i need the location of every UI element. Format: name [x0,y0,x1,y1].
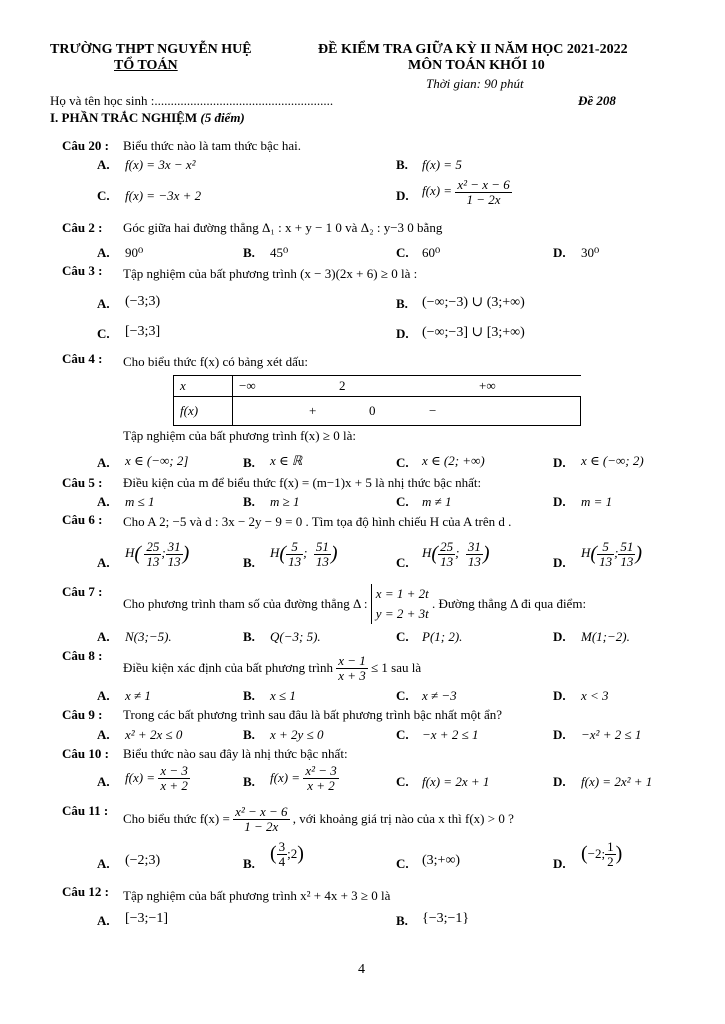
question-text-post: . Đường thẳng Δ đi qua điểm: [431,596,587,611]
question-text: Điều kiện của m để biểu thức f(x) = (m−1)x + 5 là nhị thức bậc nhất: [123,475,482,490]
numerator: 51 [620,539,634,554]
paren-close: ) [615,842,623,865]
section-title-text: I. PHẦN TRẮC NGHIỆM [50,110,198,125]
option-d[interactable]: 30⁰ [581,245,600,260]
option-b[interactable]: x ∈ ℝ [270,453,303,468]
denominator: 13 [167,553,181,569]
option-d-label: D. [553,856,566,871]
question-body [123,654,421,682]
fraction [286,540,303,568]
option-a-label: A. [97,245,110,260]
denominator: 13 [599,553,613,569]
option-c-label: C. [396,494,409,509]
question-text: Cho phương trình tham số của đường thẳng Δ : [123,596,368,611]
question-text: Trong các bất phương trình sau đâu là bất phương trình bậc nhất một ẩn? [123,707,502,722]
question-label: Câu 8 : [62,648,103,663]
option-a[interactable]: f(x) = 3x − x² [125,157,196,172]
option-a[interactable]: (−2;3) [125,853,161,868]
option-d-label: D. [553,245,566,260]
question-label: Câu 5 : [62,475,103,490]
point-name: H [581,545,591,561]
option-d-label: D. [553,455,566,470]
option-c[interactable]: f(x) = 2x + 1 [422,774,490,789]
denominator: 1 − 2x [244,818,279,834]
option-a[interactable]: (−3;3) [125,294,161,309]
school-name: TRƯỜNG THPT NGUYỄN HUỆ [50,42,252,57]
subject: MÔN TOÁN KHỐI 10 [408,58,545,73]
sign-table-cell [233,397,581,426]
question-label: Câu 11 : [62,803,109,818]
denominator: 13 [467,553,481,569]
question-text-post: ≤ 1 sau là [371,660,422,676]
fraction [166,540,183,568]
option-a[interactable]: x ∈ (−∞; 2] [125,453,189,468]
point-name: H [270,545,280,561]
option-c[interactable]: H( $\frac{25}{13}$ ; $\frac{31}{13}$ ) [422,539,490,569]
paren-open: ( [590,542,598,565]
parametric-system [371,584,429,624]
denominator: x + 2 [160,777,188,793]
denominator: 2 [607,853,614,869]
option-d-label: D. [553,688,566,703]
sign-table [173,375,581,426]
question-text: Biểu thức nào là tam thức bậc hai. [123,138,301,153]
question-label: Câu 2 : [62,220,103,235]
sign-table-root: 2 [339,378,346,393]
option-a[interactable]: 90⁰ [125,245,144,260]
question-text: Cho A 2; −5 và d : 3x − 2y − 9 = 0 . Tìm tọa độ hình chiếu H của A trên d . [123,514,512,529]
option-c[interactable]: P(1; 2). [422,629,463,644]
option-a-label: A. [97,296,110,311]
option-a-label: A. [97,555,110,570]
option-a[interactable]: x² + 2x ≤ 0 [125,727,183,742]
option-b[interactable]: H( $\frac{5}{13}$ ; $\frac{51}{13}$ ) [270,539,338,569]
option-b[interactable]: x ≤ 1 [270,688,296,703]
denominator: 4 [278,853,286,869]
option-b-label: B. [396,296,408,311]
option-d[interactable] [581,840,622,868]
fraction [618,540,635,568]
exam-title: ĐỀ KIỂM TRA GIỮA KỲ II NĂM HỌC 2021-2022 [318,42,628,57]
option-c-label: C. [396,245,409,260]
system-line-1: x = 1 + 2t [375,586,429,601]
question-label: Câu 9 : [62,707,103,722]
fraction [605,840,616,868]
point-name: H [125,545,135,561]
option-b[interactable]: f(x) = 5 [422,157,462,172]
option-d[interactable]: M(1;−2). [581,629,630,644]
option-c-label: C. [97,188,110,203]
option-b-label: B. [243,688,255,703]
fraction-prefix: f(x) = [422,183,453,199]
question-label: Câu 7 : [62,584,103,599]
section-points: (5 điểm) [200,110,245,125]
paren-close: ) [297,842,304,865]
option-d-label: D. [553,774,566,789]
fraction [277,840,288,868]
option-b[interactable]: 45⁰ [270,245,289,260]
paren-close: ) [635,542,643,565]
option-a[interactable]: m ≤ 1 [125,494,155,509]
option-c[interactable]: x ≠ −3 [422,688,457,703]
option-d[interactable]: f(x) = 2x² + 1 [581,774,653,789]
option-d[interactable] [422,178,512,206]
fraction [455,178,511,206]
option-b[interactable]: (−∞;−3) ∪ (3;+∞) [422,295,525,310]
fraction-prefix: f(x) = [270,770,301,786]
question-text: Biểu thức nào sau đây là nhị thức bậc nhất: [123,746,348,761]
question-label: Câu 3 : [62,263,103,278]
option-c[interactable]: f(x) = −3x + 2 [125,188,202,203]
option-b[interactable] [270,764,339,792]
fraction [466,540,483,568]
denominator: 13 [315,553,329,569]
denominator: x + 2 [307,777,335,793]
numerator: x − 1 [338,653,366,668]
numerator: x² − x − 6 [235,804,288,819]
option-a[interactable]: H( $\frac{25}{13}$ ; $\frac{31}{13}$ ) [125,539,190,569]
fraction [314,540,331,568]
department: TỔ TOÁN [114,58,178,73]
numerator: 31 [167,539,181,554]
system-line-2: y = 2 + 3t [375,606,429,621]
denominator: 13 [146,553,160,569]
option-c-label: C. [396,455,409,470]
paren-open: ( [581,842,588,865]
option-a-label: A. [97,494,110,509]
option-b[interactable]: Q(−3; 5). [270,629,321,644]
sign-table-neg-inf: −∞ [239,378,256,393]
option-c-label: C. [97,326,110,341]
sign-zero: 0 [369,403,376,418]
question-label: Câu 20 : [62,138,109,153]
fraction [438,540,455,568]
option-a[interactable]: N(3;−5). [125,629,172,644]
option-c[interactable]: m ≠ 1 [422,494,452,509]
option-d[interactable]: (−∞;−3] ∪ [3;+∞) [422,325,525,340]
option-d-label: D. [553,555,566,570]
option-b-label: B. [243,774,255,789]
fraction [233,805,289,833]
question-text: Tập nghiệm của bất phương trình x² + 4x + 3 ≥ 0 là [123,888,391,903]
numerator: 5 [286,540,303,555]
option-c[interactable]: 60⁰ [422,245,441,260]
section-title [50,110,245,126]
option-b-label: B. [243,455,255,470]
option-a-label: A. [97,157,110,172]
question-label: Câu 12 : [62,884,109,899]
exam-code: Đề 208 [578,93,616,108]
option-d-label: D. [553,727,566,742]
paren-close: ) [330,542,338,565]
numerator: 1 [607,839,614,854]
sign-table-var: x [174,376,233,397]
page-number: 4 [358,962,365,977]
fraction [303,764,338,792]
paren-close: ) [182,542,190,565]
interval-end: ;2 [287,846,298,862]
fraction-prefix: f(x) = [125,770,156,786]
option-c[interactable]: −x + 2 ≤ 1 [422,727,479,742]
numerator: 31 [467,539,481,554]
option-a-label: A. [97,913,110,928]
paren-open: ( [270,842,277,865]
option-a-label: A. [97,455,110,470]
paren-open: ( [279,542,287,565]
option-d-label: D. [553,629,566,644]
question-label: Câu 6 : [62,512,103,527]
option-b-label: B. [243,727,255,742]
question-text: Tập nghiệm của bất phương trình (x − 3)(2x + 6) ≥ 0 là : [123,266,418,281]
numerator: x − 3 [160,763,188,778]
option-b-label: B. [396,157,408,172]
question-text: Cho biểu thức f(x) có bảng xét dấu: [123,354,309,369]
option-d[interactable]: x < 3 [581,688,609,703]
fraction [144,540,161,568]
paren-close: ) [482,542,490,565]
option-c-label: C. [396,688,409,703]
option-c[interactable]: (3;+∞) [422,853,461,868]
numerator: x² − 3 [305,763,337,778]
numerator: x² − x − 6 [457,177,510,192]
denominator: 13 [620,553,634,569]
option-b-label: B. [243,629,255,644]
option-a[interactable] [125,764,190,792]
question-text: Góc giữa hai đường thẳng Δ₁ : x + y − 1 0 và Δ₂ : y−3 0 bằng [123,220,443,235]
option-a-label: A. [97,774,110,789]
option-b-label: B. [243,245,255,260]
student-name-line: Họ và tên học sinh :....................................................... [50,93,334,108]
option-a-label: A. [97,688,110,703]
question-label: Câu 10 : [62,746,109,761]
option-b[interactable]: {−3;−1} [422,911,470,926]
sign-minus: − [429,403,437,418]
fraction [597,540,614,568]
option-a-label: A. [97,629,110,644]
point-name: H [422,545,432,561]
sign-plus: + [309,403,317,418]
option-d[interactable]: x ∈ (−∞; 2) [581,453,644,468]
denominator: 13 [440,553,454,569]
option-a-label: A. [97,856,110,871]
numerator: 25 [440,539,454,554]
question-body [123,584,586,624]
numerator: 5 [597,540,614,555]
option-c-label: C. [396,555,409,570]
option-b-label: B. [396,913,408,928]
question-text: Cho biểu thức f(x) = [123,811,230,827]
question-body [123,805,514,833]
option-b[interactable] [270,840,304,868]
option-a[interactable]: [−3;−1] [125,911,169,926]
interval-start: −2; [587,846,606,862]
numerator: 3 [278,839,286,854]
option-d[interactable]: −x² + 2 ≤ 1 [581,727,642,742]
option-d-label: D. [553,494,566,509]
option-b[interactable]: x + 2y ≤ 0 [270,727,324,742]
option-d[interactable]: H( $\frac{5}{13}$ ; $\frac{51}{13}$ ) [581,539,643,569]
paren-open: ( [431,542,439,565]
option-a-label: A. [97,727,110,742]
option-d[interactable]: m = 1 [581,494,613,509]
option-b-label: B. [243,555,255,570]
denominator: 13 [288,553,302,569]
numerator: 51 [315,539,329,554]
option-c-label: C. [396,856,409,871]
question-label: Câu 4 : [62,351,103,366]
fraction [336,654,368,682]
numerator: 25 [146,539,160,554]
option-b-label: B. [243,494,255,509]
option-b-label: B. [243,856,255,871]
option-d-label: D. [396,188,409,203]
sign-table-pos-inf: +∞ [479,378,496,393]
option-c-label: C. [396,629,409,644]
option-c-label: C. [396,774,409,789]
denominator: 1 − 2x [466,191,501,207]
denominator: x + 3 [338,667,366,683]
option-c[interactable]: x ∈ (2; +∞) [422,453,485,468]
option-a[interactable]: x ≠ 1 [125,688,151,703]
option-d-label: D. [396,326,409,341]
sign-table-cell [233,376,581,397]
option-b[interactable]: m ≥ 1 [270,494,300,509]
option-c-label: C. [396,727,409,742]
time-limit: Thời gian: 90 phút [426,76,524,91]
option-c[interactable]: [−3;3] [125,324,161,339]
paren-open: ( [134,542,142,565]
fraction [158,764,190,792]
question-text: Điều kiện xác định của bất phương trình [123,660,333,676]
question-text-post: , với khoảng giá trị nào của x thì f(x) > 0 ? [292,811,514,827]
question-text: Tập nghiệm của bất phương trình f(x) ≥ 0 là: [123,428,356,443]
sign-table-func: f(x) [174,397,233,426]
